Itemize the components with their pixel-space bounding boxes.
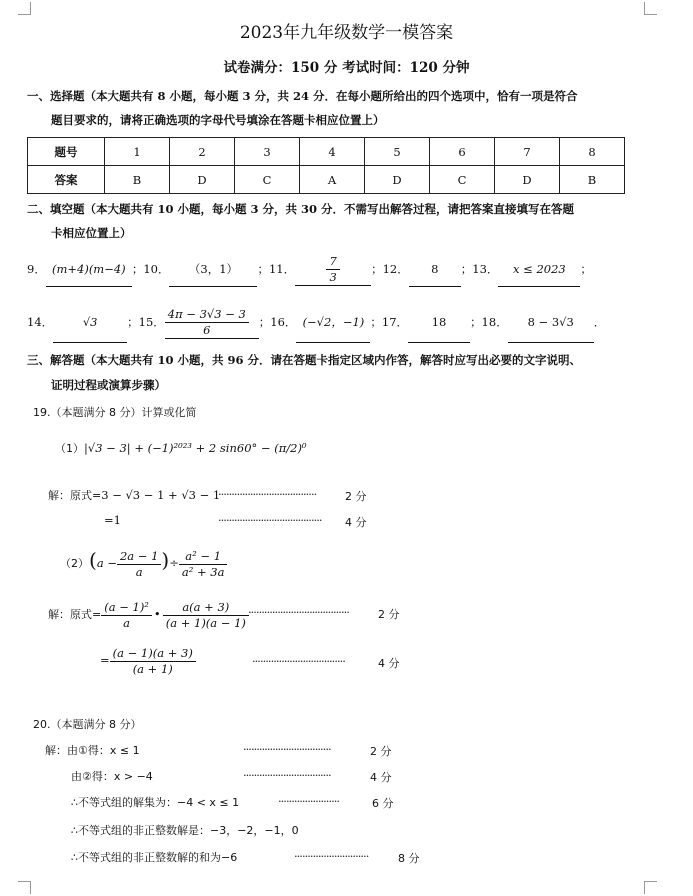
frac1-denominator: a [135, 564, 143, 579]
q11-denominator: 3 [329, 270, 337, 284]
q20-line1: 解：由①得：x ≤ 1 [45, 744, 140, 757]
q19-sol-label: 解：原式= [48, 489, 102, 502]
q16-answer: (−√2，−1) [296, 302, 370, 343]
q19-part1-label: （1） [55, 442, 84, 455]
q19-part2-frac2 [179, 549, 228, 580]
frac2-denominator: a² + 3a [181, 564, 225, 579]
q10-answer: （3，1） [169, 252, 257, 287]
t2-numerator: a(a + 3) [163, 600, 249, 616]
q20-line1-score: 2 分 [370, 745, 392, 758]
section3-heading-cont: 证明过程或演算步骤） [51, 378, 166, 392]
q10-label: ；10． [131, 262, 170, 276]
section1-heading: 一、选择题（本大题共有 8 小题，每小题 3 分，共 24 分．在每小题所给出的四个选项中，恰有一项是符合 [27, 89, 578, 103]
q19-sol2-label: 解：原式= [48, 608, 102, 621]
answer-table [27, 137, 625, 194]
q11-label: ；11． [257, 262, 296, 276]
q20-line4: ∴不等式组的非正整数解是：−3，−2，−1，0 [71, 824, 299, 837]
q11-numerator: 7 [326, 254, 339, 270]
q19-part2-a: a − [96, 556, 117, 570]
section3-heading: 三、解答题（本大题共有 10 小题，共 96 分．请在答题卡指定区域内作答，解答时应写出必要的文字说明、 [27, 353, 582, 367]
q13-answer: x ≤ 2023 [498, 252, 580, 287]
q19-step1-dots: ····································· [218, 487, 317, 501]
table-cell: 1 [105, 138, 170, 166]
q20-line1-dots: ································· [243, 742, 331, 756]
q20-line2: 由②得：x > −4 [71, 770, 153, 783]
q12-label: ；12． [371, 262, 409, 276]
crop-mark-bottom-left [18, 881, 31, 894]
fill-row-1 [27, 252, 592, 286]
q19-step2-score: 4 分 [345, 516, 367, 529]
q19-part2-step1 [48, 594, 249, 634]
table-cell: C [235, 166, 300, 194]
section2-heading-cont: 卡相应位置上） [51, 226, 132, 240]
t3-fraction [110, 646, 196, 677]
q20-line2-score: 4 分 [370, 771, 392, 784]
q12-answer: 8 [409, 252, 461, 287]
q15-denominator: 6 [203, 323, 211, 337]
q20-line3-score: 6 分 [372, 797, 394, 810]
table-cell: D [365, 166, 430, 194]
q11-answer [295, 254, 371, 286]
q19-part2-frac1 [117, 549, 161, 580]
q19-part2-step1-dots: ······································ [248, 605, 349, 619]
table-cell: 8 [560, 138, 625, 166]
table-cell: 6 [430, 138, 495, 166]
multiply-dot: • [153, 607, 161, 621]
q20-line3: ∴不等式组的解集为：−4 < x ≤ 1 [71, 796, 240, 809]
q19-part2-step2 [100, 640, 196, 680]
q9-label: 9． [27, 262, 46, 276]
q15-answer [165, 307, 259, 339]
q16-label: ；16． [258, 315, 297, 329]
table-label-question: 题号 [28, 138, 105, 166]
frac1-numerator: 2a − 1 [117, 549, 161, 565]
table-cell: B [105, 166, 170, 194]
q20-line5-score: 8 分 [398, 852, 420, 865]
table-cell: 3 [235, 138, 300, 166]
q20-title: 20.（本题满分 8 分） [33, 718, 142, 731]
q19-part1 [55, 440, 307, 456]
frac2-numerator: a² − 1 [179, 549, 228, 565]
paren-close: ) [161, 548, 170, 572]
q19-part2-step2-score: 4 分 [378, 657, 400, 670]
q19-step2-dots: ······································· [218, 513, 322, 527]
t3-numerator: (a − 1)(a + 3) [110, 646, 196, 662]
table-label-answer: 答案 [28, 166, 105, 194]
page-subtitle: 试卷满分：150 分 考试时间：120 分钟 [223, 60, 470, 76]
q15-label: ；15． [127, 315, 165, 329]
table-cell: D [495, 166, 560, 194]
q14-answer: √3 [53, 302, 127, 343]
table-cell: 2 [170, 138, 235, 166]
t1-fraction [101, 600, 152, 631]
section2-heading: 二、填空题（本大题共有 10 小题，每小题 3 分，共 30 分．不需写出解答过程，请把答案直接填写在答题 [27, 202, 575, 216]
q17-answer: 18 [408, 302, 470, 343]
t3-denominator: (a + 1) [132, 661, 173, 676]
q19-step1-expr: 3 − √3 − 1 + √3 − 1 [101, 488, 221, 502]
page-title: 2023年九年级数学一模答案 [239, 23, 454, 43]
q19-title: 19.（本题满分 8 分）计算或化简 [33, 406, 197, 419]
q19-part1-expression: |√3 − 3| + (−1)²⁰²³ + 2 sin60° − (π/2)⁰ [84, 441, 307, 455]
row2-end: ． [593, 315, 606, 329]
q13-label: ；13． [460, 262, 499, 276]
q18-label: ；18． [470, 315, 508, 329]
t2-denominator: (a + 1)(a − 1) [165, 615, 246, 630]
crop-mark-top-left [18, 2, 31, 15]
crop-mark-top-right [644, 2, 657, 15]
equals-sign: = [100, 653, 110, 667]
row1-end: ； [580, 262, 592, 276]
q20-line5: ∴不等式组的非正整数解的和为−6 [71, 851, 238, 864]
t1-denominator: a [123, 615, 130, 630]
q19-part2-step2-dots: ··································· [252, 654, 345, 668]
q20-line2-dots: ································· [243, 768, 331, 782]
q11-fraction [326, 254, 339, 285]
table-cell: C [430, 166, 495, 194]
table-cell: 5 [365, 138, 430, 166]
q20-line5-dots: ···························· [294, 849, 369, 863]
fill-row-2 [27, 302, 605, 342]
q9-answer: (m+4)(m−4) [46, 252, 132, 287]
q14-label: 14． [27, 315, 54, 329]
q19-part2-label: （2） [60, 557, 89, 570]
q15-fraction [165, 307, 249, 338]
table-cell: B [560, 166, 625, 194]
q19-part2-step1-score: 2 分 [378, 608, 400, 621]
t1-numerator: (a − 1)² [101, 600, 152, 616]
q19-step2: =1 [104, 513, 121, 527]
table-cell: D [170, 166, 235, 194]
table-cell: 4 [300, 138, 365, 166]
section1-heading-cont: 题目要求的，请将正确选项的字母代号填涂在答题卡相应位置上） [51, 113, 385, 127]
q17-label: ；17． [370, 315, 409, 329]
q19-step1 [48, 487, 220, 503]
paren-open: ( [89, 548, 97, 572]
divide-sign: ÷ [169, 556, 179, 570]
table-cell: 7 [495, 138, 560, 166]
crop-mark-bottom-right [644, 881, 657, 894]
table-cell: A [300, 166, 365, 194]
t2-fraction [163, 600, 249, 631]
q20-line3-dots: ······················· [278, 794, 340, 808]
q19-step1-score: 2 分 [345, 490, 367, 503]
q18-answer: 8 − 3√3 [508, 302, 594, 343]
q15-numerator: 4π − 3√3 − 3 [165, 307, 249, 323]
q19-part2 [60, 540, 227, 580]
answer-table-row-answers [28, 166, 625, 194]
answer-table-row-questions [28, 138, 625, 166]
